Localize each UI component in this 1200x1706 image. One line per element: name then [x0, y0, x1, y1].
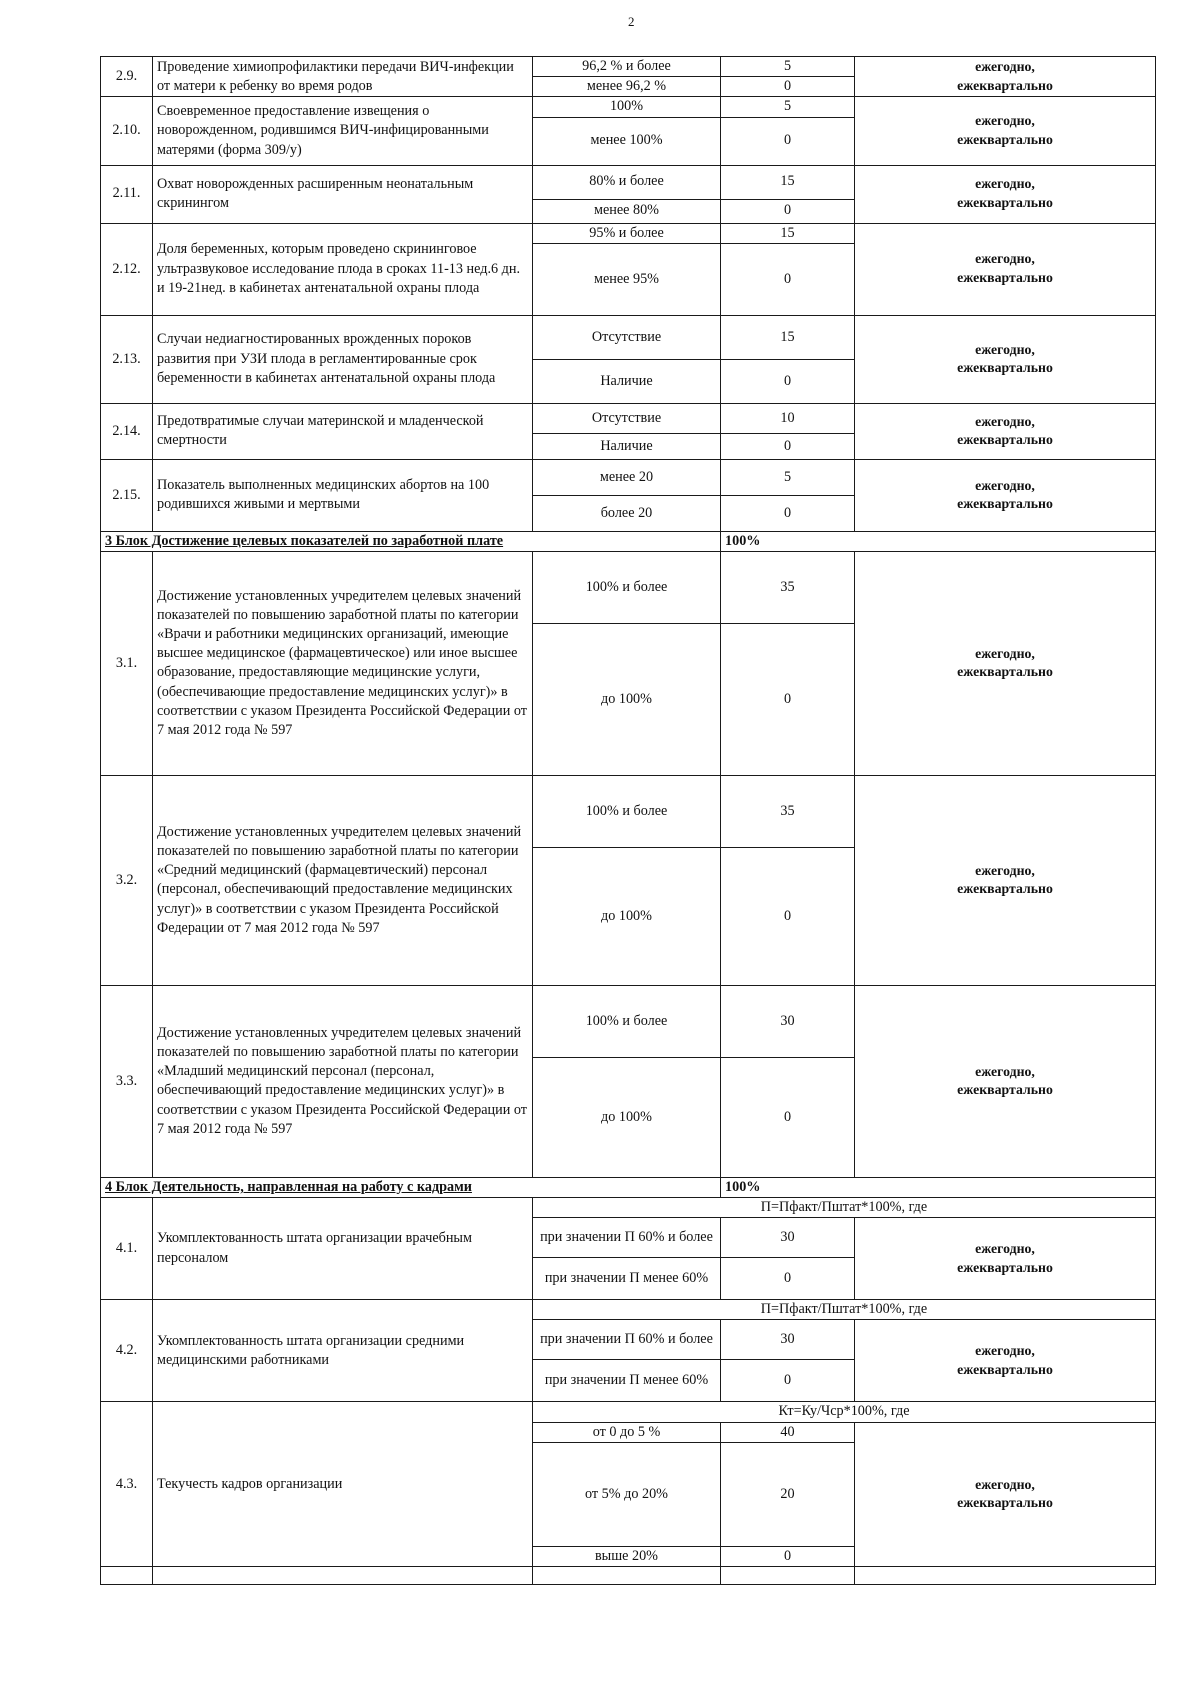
- condition-cell: Наличие: [533, 359, 721, 403]
- condition-cell: при значении П менее 60%: [533, 1360, 721, 1402]
- indicator-name: Охват новорожденных расширенным неонатальным скринингом: [153, 165, 533, 223]
- row-number: 2.13.: [101, 315, 153, 403]
- period-cell: ежегодно, ежеквартально: [855, 985, 1156, 1177]
- score-cell: 40: [721, 1422, 855, 1442]
- indicator-name: Текучесть кадров организации: [153, 1402, 533, 1567]
- indicator-name: Предотвратимые случаи материнской и младенческой смертности: [153, 403, 533, 459]
- table-row-2-13: [101, 315, 1156, 359]
- score-cell: 0: [721, 433, 855, 459]
- indicator-name: Своевременное предоставление извещения о новорожденном, родившимся ВИЧ-инфицированными матерями (форма 309/у): [153, 97, 533, 165]
- table-row-2-14: [101, 403, 1156, 433]
- score-cell: 0: [721, 359, 855, 403]
- period-cell: ежегодно, ежеквартально: [855, 165, 1156, 223]
- score-cell: 15: [721, 223, 855, 243]
- score-cell: 20: [721, 1442, 855, 1546]
- indicator-name: Достижение установленных учредителем целевых значений показателей по повышению заработной платы по категории «Младший медицинский персонал (персонал, обеспечивающий предоставление медицинских услуг)» в соответствии с указом Президента Российской Федерации от 7 мая 2012 года № 597: [153, 985, 533, 1177]
- score-cell: 5: [721, 57, 855, 77]
- condition-cell: менее 20: [533, 459, 721, 495]
- empty-cell: [101, 1566, 153, 1584]
- score-cell: 0: [721, 243, 855, 315]
- condition-cell: до 100%: [533, 623, 721, 775]
- row-number: 3.2.: [101, 775, 153, 985]
- score-cell: 0: [721, 1546, 855, 1566]
- indicator-name: Случаи недиагностированных врожденных пороков развития при УЗИ плода в регламентированные срок беременности в кабинетах антенатальной охраны плода: [153, 315, 533, 403]
- row-number: 2.10.: [101, 97, 153, 165]
- condition-cell: более 20: [533, 495, 721, 531]
- page-number: 2: [628, 14, 635, 29]
- table-row-2-10: [101, 97, 1156, 117]
- condition-cell: от 0 до 5 %: [533, 1422, 721, 1442]
- condition-cell: до 100%: [533, 1057, 721, 1177]
- period-cell: ежегодно, ежеквартально: [855, 1320, 1156, 1402]
- table-row-2-9: [101, 57, 1156, 77]
- period-cell: ежегодно, ежеквартально: [855, 551, 1156, 775]
- condition-cell: Отсутствие: [533, 315, 721, 359]
- condition-cell: до 100%: [533, 847, 721, 985]
- period-cell: ежегодно, ежеквартально: [855, 315, 1156, 403]
- period-cell: ежегодно, ежеквартально: [855, 1218, 1156, 1300]
- block-3-header: [101, 531, 1156, 551]
- condition-cell: выше 20%: [533, 1546, 721, 1566]
- period-cell: ежегодно, ежеквартально: [855, 459, 1156, 531]
- table-row-3-2: [101, 775, 1156, 847]
- indicators-table: [100, 56, 1156, 1585]
- table-row-2-11: [101, 165, 1156, 199]
- row-number: 3.3.: [101, 985, 153, 1177]
- block-4-header: [101, 1177, 1156, 1197]
- indicator-name: Показатель выполненных медицинских абортов на 100 родившихся живыми и мертвыми: [153, 459, 533, 531]
- indicator-name: Проведение химиопрофилактики передачи ВИЧ-инфекции от матери к ребенку во время родов: [153, 57, 533, 97]
- condition-cell: 100% и более: [533, 775, 721, 847]
- condition-cell: 100% и более: [533, 551, 721, 623]
- condition-cell: 80% и более: [533, 165, 721, 199]
- score-cell: 5: [721, 97, 855, 117]
- condition-cell: 96,2 % и более: [533, 57, 721, 77]
- score-cell: 0: [721, 495, 855, 531]
- table-row-2-15: [101, 459, 1156, 495]
- condition-cell: менее 95%: [533, 243, 721, 315]
- score-cell: 0: [721, 77, 855, 97]
- table-row-2-12: [101, 223, 1156, 243]
- condition-cell: при значении П менее 60%: [533, 1258, 721, 1300]
- table-row-3-1: [101, 551, 1156, 623]
- table-row-4-2: [101, 1300, 1156, 1320]
- indicator-name: Укомплектованность штата организации врачебным персоналом: [153, 1198, 533, 1300]
- score-cell: 0: [721, 847, 855, 985]
- row-number: 4.3.: [101, 1402, 153, 1567]
- block-title: 3 Блок Достижение целевых показателей по заработной плате: [101, 531, 721, 551]
- indicator-name: Достижение установленных учредителем целевых значений показателей по повышению заработной платы по категории «Средний медицинский (фармацевтический) персонал (персонал, обеспечивающий предоставление медицинских услуг)» в соответствии с указом Президента Российской Федерации от 7 мая 2012 года № 597: [153, 775, 533, 985]
- period-cell: ежегодно, ежеквартально: [855, 57, 1156, 97]
- score-cell: 15: [721, 165, 855, 199]
- block-title: 4 Блок Деятельность, направленная на работу с кадрами: [101, 1177, 721, 1197]
- score-cell: 0: [721, 1360, 855, 1402]
- score-cell: 0: [721, 1057, 855, 1177]
- empty-cell: [533, 1566, 721, 1584]
- period-cell: ежегодно, ежеквартально: [855, 775, 1156, 985]
- condition-cell: при значении П 60% и более: [533, 1320, 721, 1360]
- row-number: 2.11.: [101, 165, 153, 223]
- empty-cell: [153, 1566, 533, 1584]
- condition-cell: Отсутствие: [533, 403, 721, 433]
- score-cell: 0: [721, 623, 855, 775]
- score-cell: 35: [721, 551, 855, 623]
- condition-cell: менее 80%: [533, 199, 721, 223]
- formula-cell: П=Пфакт/Пштат*100%, где: [533, 1300, 1156, 1320]
- period-cell: ежегодно, ежеквартально: [855, 403, 1156, 459]
- row-number: 2.12.: [101, 223, 153, 315]
- period-cell: ежегодно, ежеквартально: [855, 223, 1156, 315]
- condition-cell: менее 96,2 %: [533, 77, 721, 97]
- row-number: 2.14.: [101, 403, 153, 459]
- condition-cell: при значении П 60% и более: [533, 1218, 721, 1258]
- empty-cell: [855, 1566, 1156, 1584]
- score-cell: 30: [721, 1218, 855, 1258]
- condition-cell: 100%: [533, 97, 721, 117]
- score-cell: 30: [721, 985, 855, 1057]
- empty-cell: [721, 1566, 855, 1584]
- row-number: 4.1.: [101, 1198, 153, 1300]
- score-cell: 0: [721, 1258, 855, 1300]
- row-number: 4.2.: [101, 1300, 153, 1402]
- table-row-empty: [101, 1566, 1156, 1584]
- score-cell: 35: [721, 775, 855, 847]
- table-row-4-1: [101, 1198, 1156, 1218]
- indicator-name: Доля беременных, которым проведено скрининговое ультразвуковое исследование плода в сроках 11-13 нед.6 дн. и 19-21нед. в кабинетах антенатальной охраны плода: [153, 223, 533, 315]
- formula-cell: Кт=Ку/Чср*100%, где: [533, 1402, 1156, 1422]
- period-cell: ежегодно, ежеквартально: [855, 1422, 1156, 1566]
- block-weight: 100%: [721, 1177, 1156, 1197]
- indicator-name: Укомплектованность штата организации средними медицинскими работниками: [153, 1300, 533, 1402]
- score-cell: 15: [721, 315, 855, 359]
- indicator-name: Достижение установленных учредителем целевых значений показателей по повышению заработной платы по категории «Врачи и работники медицинских организаций, имеющие высшее медицинское (фармацевтическое) или иное высшее образование, предоставляющие медицинские услуги, (обеспечивающие предоставление медицинских услуг)» в соответствии с указом Президента Российской Федерации от 7 мая 2012 года № 597: [153, 551, 533, 775]
- score-cell: 30: [721, 1320, 855, 1360]
- condition-cell: 100% и более: [533, 985, 721, 1057]
- condition-cell: Наличие: [533, 433, 721, 459]
- block-weight: 100%: [721, 531, 1156, 551]
- row-number: 2.15.: [101, 459, 153, 531]
- row-number: 3.1.: [101, 551, 153, 775]
- formula-cell: П=Пфакт/Пштат*100%, где: [533, 1198, 1156, 1218]
- score-cell: 10: [721, 403, 855, 433]
- score-cell: 0: [721, 117, 855, 165]
- score-cell: 0: [721, 199, 855, 223]
- row-number: 2.9.: [101, 57, 153, 97]
- condition-cell: 95% и более: [533, 223, 721, 243]
- period-cell: ежегодно, ежеквартально: [855, 97, 1156, 165]
- score-cell: 5: [721, 459, 855, 495]
- table-row-3-3: [101, 985, 1156, 1057]
- table-row-4-3: [101, 1402, 1156, 1422]
- condition-cell: от 5% до 20%: [533, 1442, 721, 1546]
- condition-cell: менее 100%: [533, 117, 721, 165]
